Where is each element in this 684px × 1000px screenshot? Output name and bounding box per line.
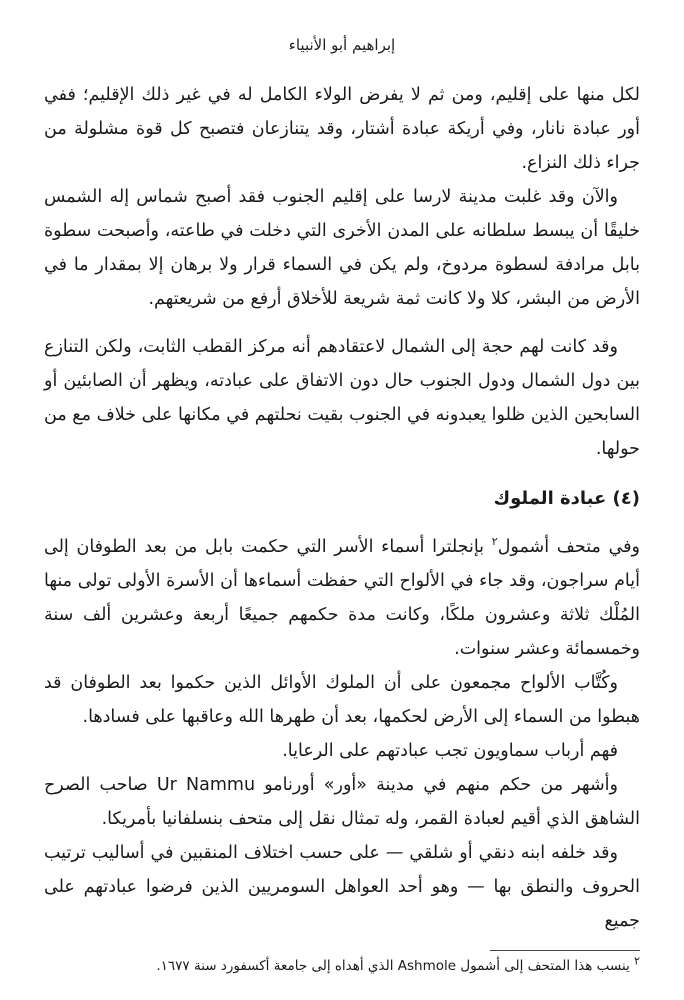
- footnote-mark: ٢: [634, 954, 640, 968]
- museum-text-start: وفي متحف أشمول: [497, 537, 640, 557]
- footnote-text: ينسب هذا المتحف إلى أشمول Ashmole الذي أهداه إلى جامعة أكسفورد سنة ١٦٧٧.: [156, 958, 635, 974]
- paragraph: وقد كانت لهم حجة إلى الشمال لاعتقادهم أنه مركز القطب الثابت، ولكن التنازع بين دول الشمال ودول الجنوب حال دون الاتفاق على عبادته، ويظهر أن الصابئين أو السابحين الذين ظلوا يعبدونه في الجنوب بقيت نحلتهم في مكانها على خلاف مع من حولها.: [44, 337, 640, 459]
- paragraph: وأشهر من حكم منهم في مدينة «أور» أورنامو Ur Nammu صاحب الصرح الشاهق الذي أقيم لعبادة القمر، وله تمثال نقل إلى متحف بنسلفانيا بأمريكا.: [44, 775, 640, 829]
- paragraph-gap: [44, 316, 640, 330]
- footnote: [44, 954, 640, 978]
- paragraph: فهم أرباب سماويون تجب عبادتهم على الرعايا.: [282, 741, 618, 761]
- running-head: إبراهيم أبو الأنبياء: [288, 36, 396, 54]
- footnote-reference: ٢: [491, 535, 498, 549]
- paragraph: والآن وقد غلبت مدينة لارسا على إقليم الجنوب فقد أصبح شماس إله الشمس خليقًا أن يبسط سلطانه على المدن الأخرى التي دخلت في طاعته، وأصبحت سطوة بابل مرادفة لسطوة مردوخ، ولم يكن في السماء قرار ولا برهان إلا بمقدار ما في الأرض من البشر، كلا ولا كانت ثمة شريعة للأخلاق أرفع من شريعتهم.: [44, 187, 640, 309]
- paragraph: وكُتَّاب الألواح مجمعون على أن الملوك الأوائل الذين حكموا بعد الطوفان قد هبطوا من السماء إلى الأرض لحكمها، بعد أن طهرها الله وعاقبها على فسادها.: [44, 673, 640, 727]
- section-heading: (٤) عبادة الملوك: [493, 488, 640, 509]
- paragraph: لكل منها على إقليم، ومن ثم لا يفرض الولاء الكامل له في غير ذلك الإقليم؛ ففي أور عبادة نانار، وفي أريكة عبادة أشتار، وقد يتنازعان فتصبح كل قوة مشلولة من جراء ذلك النزاع.: [44, 85, 640, 173]
- paragraph: وقد خلفه ابنه دنقي أو شلقي — على حسب اختلاف المنقبين في أساليب ترتيب الحروف والنطق بها — وهو أحد العواهل السومريين الذين فرضوا عبادتهم على جميع: [44, 843, 640, 931]
- body-text: [44, 78, 640, 938]
- museum-text-rest: بإنجلترا أسماء الأسر التي حكمت بابل من بعد الطوفان إلى أيام سراجون، وقد جاء في الألواح التي حفظت أسماءها أن الأسرة الأولى تولى منها المُلْك ثلاثة وعشرون ملكًا، وكانت مدة حكمهم جميعًا أربعة وعشرين ألف سنة وخمسمائة وعشر سنوات.: [44, 537, 640, 659]
- paragraph-museum: [44, 530, 640, 666]
- footnote-divider: [490, 950, 640, 951]
